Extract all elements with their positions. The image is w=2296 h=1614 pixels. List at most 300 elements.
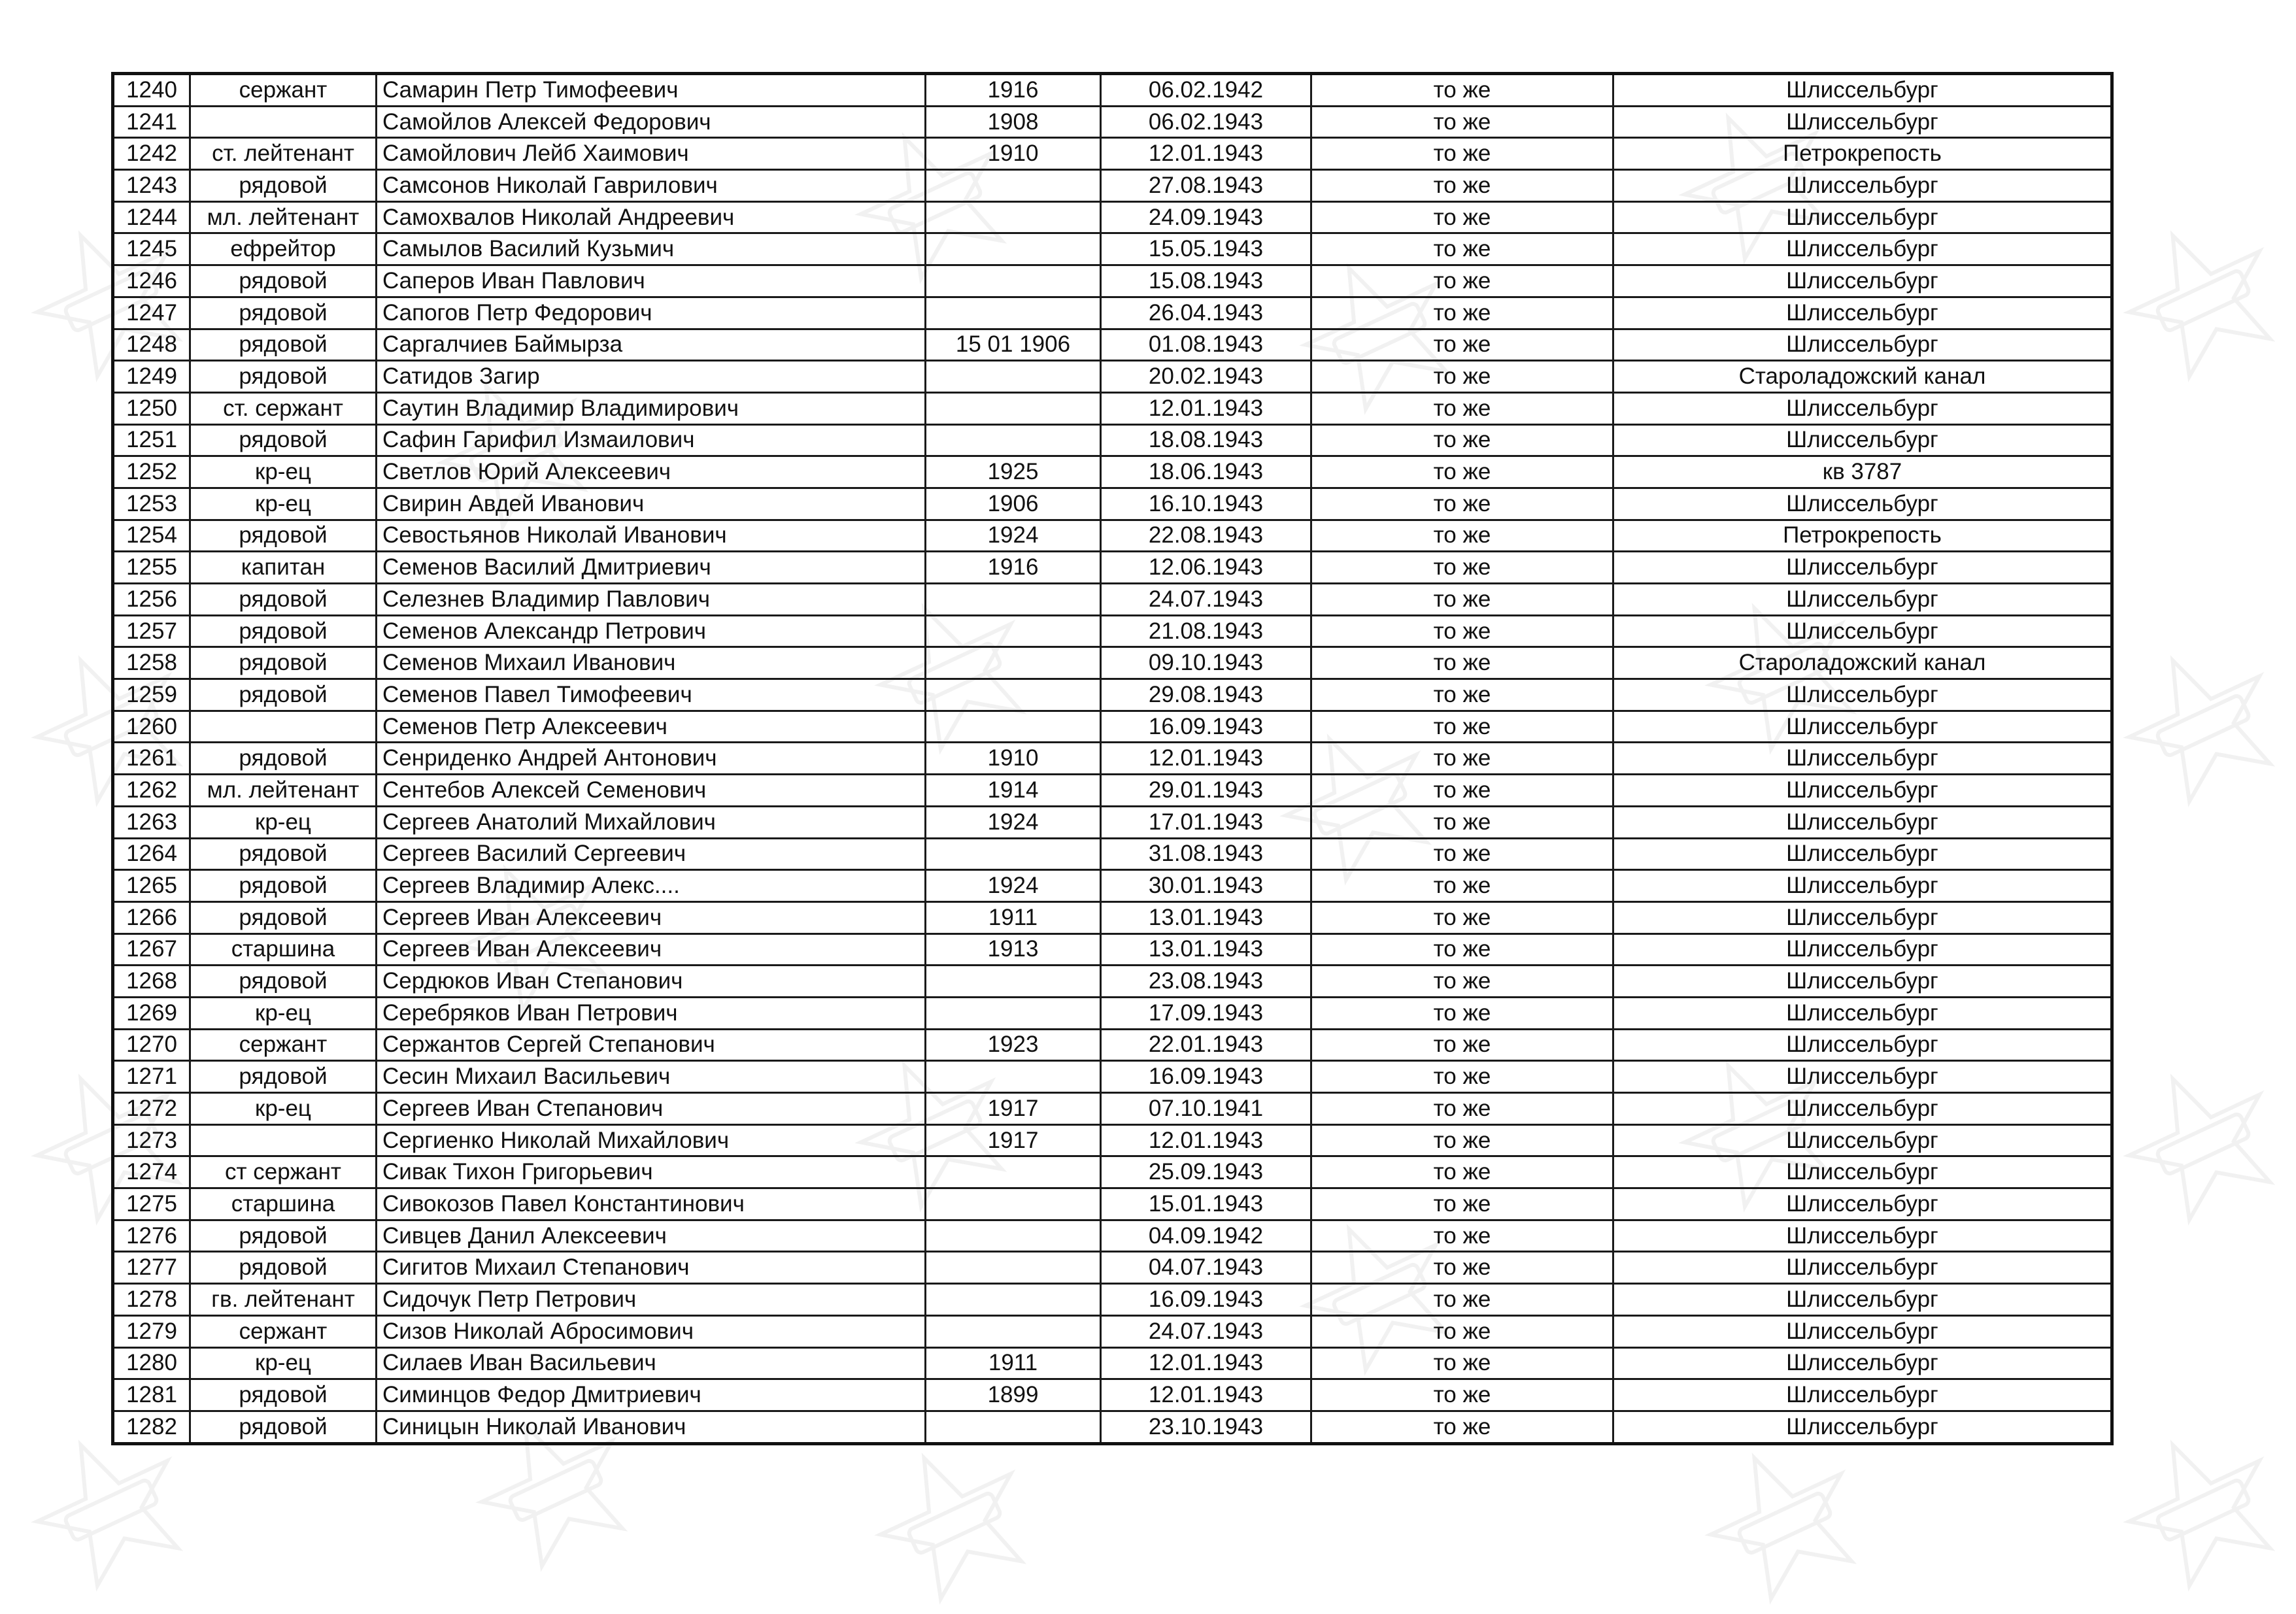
birth-year-cell (926, 1188, 1101, 1220)
place-of-death-cell: то же (1311, 806, 1613, 838)
faded-star-stamp-icon (26, 1425, 196, 1595)
record-number-cell: 1246 (113, 265, 190, 297)
birth-year-cell (926, 1252, 1101, 1284)
birth-year-cell (926, 615, 1101, 647)
record-number-cell: 1243 (113, 170, 190, 202)
full-name-cell: Самойлов Алексей Федорович (377, 106, 926, 138)
table-row (113, 233, 2112, 265)
full-name-cell: Синицын Николай Иванович (377, 1411, 926, 1443)
table-row (113, 520, 2112, 552)
military-rank-cell: кр-ец (190, 997, 377, 1029)
table-row (113, 106, 2112, 138)
place-of-death-cell: то же (1311, 966, 1613, 998)
record-number-cell: 1258 (113, 647, 190, 679)
table-row (113, 966, 2112, 998)
full-name-cell: Свирин Авдей Иванович (377, 488, 926, 520)
place-of-death-cell: то же (1311, 297, 1613, 329)
full-name-cell: Силаев Иван Васильевич (377, 1347, 926, 1379)
birth-year-cell (926, 170, 1101, 202)
death-date-cell: 23.08.1943 (1101, 966, 1311, 998)
record-number-cell: 1265 (113, 870, 190, 902)
military-rank-cell: рядовой (190, 615, 377, 647)
table-row (113, 552, 2112, 584)
full-name-cell: Сержантов Сергей Степанович (377, 1029, 926, 1061)
place-of-death-cell: то же (1311, 456, 1613, 488)
place-of-death-cell: то же (1311, 1061, 1613, 1093)
full-name-cell: Сизов Николай Абросимович (377, 1315, 926, 1347)
military-rank-cell: рядовой (190, 170, 377, 202)
table-row (113, 361, 2112, 393)
burial-place-cell: Шлиссельбург (1613, 424, 2112, 456)
record-number-cell: 1251 (113, 424, 190, 456)
death-date-cell: 09.10.1943 (1101, 647, 1311, 679)
military-rank-cell (190, 106, 377, 138)
table-row (113, 1220, 2112, 1252)
place-of-death-cell: то же (1311, 552, 1613, 584)
table-row (113, 997, 2112, 1029)
full-name-cell: Сергеев Анатолий Михайлович (377, 806, 926, 838)
birth-year-cell (926, 265, 1101, 297)
table-row (113, 743, 2112, 775)
full-name-cell: Сигитов Михаил Степанович (377, 1252, 926, 1284)
full-name-cell: Симинцов Федор Дмитриевич (377, 1379, 926, 1411)
death-date-cell: 20.02.1943 (1101, 361, 1311, 393)
death-date-cell: 16.09.1943 (1101, 1061, 1311, 1093)
record-number-cell: 1264 (113, 838, 190, 870)
birth-year-cell (926, 1156, 1101, 1188)
birth-year-cell: 1924 (926, 806, 1101, 838)
full-name-cell: Саутин Владимир Владимирович (377, 392, 926, 424)
birth-year-cell (926, 647, 1101, 679)
table-row (113, 1284, 2112, 1316)
table-row (113, 584, 2112, 616)
full-name-cell: Самойлович Лейб Хаимович (377, 138, 926, 170)
table-row (113, 74, 2112, 107)
record-number-cell: 1272 (113, 1093, 190, 1125)
death-date-cell: 29.08.1943 (1101, 679, 1311, 711)
death-date-cell: 06.02.1942 (1101, 74, 1311, 107)
death-date-cell: 04.07.1943 (1101, 1252, 1311, 1284)
birth-year-cell (926, 838, 1101, 870)
table-row (113, 1029, 2112, 1061)
full-name-cell: Самсонов Николай Гаврилович (377, 170, 926, 202)
military-rank-cell: рядовой (190, 1252, 377, 1284)
burial-place-cell: Шлиссельбург (1613, 74, 2112, 107)
death-date-cell: 22.08.1943 (1101, 520, 1311, 552)
burial-place-cell: Шлиссельбург (1613, 933, 2112, 966)
military-rank-cell: рядовой (190, 297, 377, 329)
military-rank-cell: рядовой (190, 584, 377, 616)
place-of-death-cell: то же (1311, 775, 1613, 807)
burial-place-cell: Шлиссельбург (1613, 1252, 2112, 1284)
record-number-cell: 1268 (113, 966, 190, 998)
record-number-cell: 1279 (113, 1315, 190, 1347)
military-rank-cell: рядовой (190, 679, 377, 711)
full-name-cell: Серебряков Иван Петрович (377, 997, 926, 1029)
table-row (113, 392, 2112, 424)
birth-year-cell: 1908 (926, 106, 1101, 138)
military-rank-cell: рядовой (190, 1379, 377, 1411)
burial-place-cell: Шлиссельбург (1613, 997, 2112, 1029)
birth-year-cell: 1906 (926, 488, 1101, 520)
faded-star-stamp-icon (869, 1438, 1039, 1608)
full-name-cell: Самарин Петр Тимофеевич (377, 74, 926, 107)
birth-year-cell (926, 711, 1101, 743)
death-date-cell: 13.01.1943 (1101, 901, 1311, 933)
record-number-cell: 1263 (113, 806, 190, 838)
death-date-cell: 23.10.1943 (1101, 1411, 1311, 1443)
table-row (113, 1188, 2112, 1220)
death-date-cell: 17.09.1943 (1101, 997, 1311, 1029)
record-number-cell: 1248 (113, 329, 190, 361)
military-rank-cell: рядовой (190, 966, 377, 998)
place-of-death-cell: то же (1311, 679, 1613, 711)
burial-registry-table (111, 72, 2114, 1445)
military-rank-cell: рядовой (190, 743, 377, 775)
death-date-cell: 27.08.1943 (1101, 170, 1311, 202)
table-row (113, 711, 2112, 743)
full-name-cell: Сивцев Данил Алексеевич (377, 1220, 926, 1252)
place-of-death-cell: то же (1311, 711, 1613, 743)
military-rank-cell: сержант (190, 1029, 377, 1061)
place-of-death-cell: то же (1311, 615, 1613, 647)
record-number-cell: 1261 (113, 743, 190, 775)
burial-place-cell: Шлиссельбург (1613, 1093, 2112, 1125)
burial-place-cell: Шлиссельбург (1613, 870, 2112, 902)
record-number-cell: 1245 (113, 233, 190, 265)
table-row (113, 775, 2112, 807)
table-row (113, 838, 2112, 870)
full-name-cell: Селезнев Владимир Павлович (377, 584, 926, 616)
military-rank-cell: ст. лейтенант (190, 138, 377, 170)
faded-star-stamp-icon (2118, 216, 2288, 386)
military-rank-cell: сержант (190, 1315, 377, 1347)
table-row (113, 170, 2112, 202)
birth-year-cell (926, 1284, 1101, 1316)
place-of-death-cell: то же (1311, 997, 1613, 1029)
faded-star-stamp-icon (2118, 1425, 2288, 1595)
place-of-death-cell: то же (1311, 520, 1613, 552)
registry-body (113, 74, 2112, 1444)
military-rank-cell (190, 1124, 377, 1156)
military-rank-cell: ефрейтор (190, 233, 377, 265)
table-row (113, 1252, 2112, 1284)
table-row (113, 1347, 2112, 1379)
birth-year-cell: 1911 (926, 1347, 1101, 1379)
birth-year-cell: 1924 (926, 870, 1101, 902)
death-date-cell: 26.04.1943 (1101, 297, 1311, 329)
place-of-death-cell: то же (1311, 170, 1613, 202)
record-number-cell: 1282 (113, 1411, 190, 1443)
table-row (113, 647, 2112, 679)
table-row (113, 1093, 2112, 1125)
military-rank-cell: кр-ец (190, 806, 377, 838)
record-number-cell: 1250 (113, 392, 190, 424)
death-date-cell: 06.02.1943 (1101, 106, 1311, 138)
burial-place-cell: Шлиссельбург (1613, 775, 2112, 807)
table-row (113, 488, 2112, 520)
burial-place-cell: Шлиссельбург (1613, 584, 2112, 616)
record-number-cell: 1249 (113, 361, 190, 393)
place-of-death-cell: то же (1311, 138, 1613, 170)
military-rank-cell: рядовой (190, 361, 377, 393)
burial-place-cell: Шлиссельбург (1613, 106, 2112, 138)
table-row (113, 933, 2112, 966)
record-number-cell: 1273 (113, 1124, 190, 1156)
military-rank-cell: рядовой (190, 1061, 377, 1093)
death-date-cell: 25.09.1943 (1101, 1156, 1311, 1188)
place-of-death-cell: то же (1311, 488, 1613, 520)
death-date-cell: 17.01.1943 (1101, 806, 1311, 838)
place-of-death-cell: то же (1311, 1284, 1613, 1316)
burial-place-cell: Шлиссельбург (1613, 201, 2112, 233)
death-date-cell: 18.08.1943 (1101, 424, 1311, 456)
birth-year-cell: 1916 (926, 74, 1101, 107)
record-number-cell: 1244 (113, 201, 190, 233)
place-of-death-cell: то же (1311, 933, 1613, 966)
military-rank-cell: гв. лейтенант (190, 1284, 377, 1316)
military-rank-cell: мл. лейтенант (190, 201, 377, 233)
full-name-cell: Сидочук Петр Петрович (377, 1284, 926, 1316)
table-row (113, 615, 2112, 647)
military-rank-cell: мл. лейтенант (190, 775, 377, 807)
burial-place-cell: Шлиссельбург (1613, 1029, 2112, 1061)
burial-place-cell: Староладожский канал (1613, 647, 2112, 679)
death-date-cell: 24.07.1943 (1101, 584, 1311, 616)
full-name-cell: Сенриденко Андрей Антонович (377, 743, 926, 775)
full-name-cell: Светлов Юрий Алексеевич (377, 456, 926, 488)
death-date-cell: 18.06.1943 (1101, 456, 1311, 488)
place-of-death-cell: то же (1311, 1124, 1613, 1156)
record-number-cell: 1240 (113, 74, 190, 107)
record-number-cell: 1269 (113, 997, 190, 1029)
death-date-cell: 16.10.1943 (1101, 488, 1311, 520)
record-number-cell: 1259 (113, 679, 190, 711)
full-name-cell: Сергеев Василий Сергеевич (377, 838, 926, 870)
table-row (113, 1061, 2112, 1093)
birth-year-cell: 1913 (926, 933, 1101, 966)
death-date-cell: 12.01.1943 (1101, 1124, 1311, 1156)
military-rank-cell: кр-ец (190, 456, 377, 488)
place-of-death-cell: то же (1311, 201, 1613, 233)
record-number-cell: 1280 (113, 1347, 190, 1379)
birth-year-cell (926, 1061, 1101, 1093)
record-number-cell: 1270 (113, 1029, 190, 1061)
full-name-cell: Сивокозов Павел Константинович (377, 1188, 926, 1220)
place-of-death-cell: то же (1311, 1347, 1613, 1379)
birth-year-cell (926, 679, 1101, 711)
place-of-death-cell: то же (1311, 1093, 1613, 1125)
table-row (113, 1156, 2112, 1188)
record-number-cell: 1255 (113, 552, 190, 584)
death-date-cell: 04.09.1942 (1101, 1220, 1311, 1252)
birth-year-cell: 1917 (926, 1093, 1101, 1125)
death-date-cell: 12.01.1943 (1101, 1347, 1311, 1379)
death-date-cell: 07.10.1941 (1101, 1093, 1311, 1125)
record-number-cell: 1260 (113, 711, 190, 743)
burial-place-cell: Шлиссельбург (1613, 1347, 2112, 1379)
birth-year-cell (926, 297, 1101, 329)
faded-star-stamp-icon (2118, 641, 2288, 811)
birth-year-cell: 1911 (926, 901, 1101, 933)
record-number-cell: 1256 (113, 584, 190, 616)
burial-place-cell: Шлиссельбург (1613, 806, 2112, 838)
full-name-cell: Семенов Павел Тимофеевич (377, 679, 926, 711)
burial-place-cell: Шлиссельбург (1613, 170, 2112, 202)
record-number-cell: 1276 (113, 1220, 190, 1252)
record-number-cell: 1277 (113, 1252, 190, 1284)
military-rank-cell: рядовой (190, 870, 377, 902)
faded-star-stamp-icon (1700, 1438, 1870, 1608)
table-row (113, 265, 2112, 297)
birth-year-cell: 1916 (926, 552, 1101, 584)
table-row (113, 138, 2112, 170)
place-of-death-cell: то же (1311, 901, 1613, 933)
death-date-cell: 16.09.1943 (1101, 1284, 1311, 1316)
record-number-cell: 1281 (113, 1379, 190, 1411)
table-row (113, 1411, 2112, 1443)
place-of-death-cell: то же (1311, 106, 1613, 138)
death-date-cell: 21.08.1943 (1101, 615, 1311, 647)
burial-place-cell: Староладожский канал (1613, 361, 2112, 393)
burial-place-cell: Шлиссельбург (1613, 743, 2112, 775)
military-rank-cell: рядовой (190, 901, 377, 933)
place-of-death-cell: то же (1311, 265, 1613, 297)
military-rank-cell: рядовой (190, 265, 377, 297)
birth-year-cell (926, 966, 1101, 998)
place-of-death-cell: то же (1311, 329, 1613, 361)
death-date-cell: 12.01.1943 (1101, 1379, 1311, 1411)
death-date-cell: 22.01.1943 (1101, 1029, 1311, 1061)
full-name-cell: Сатидов Загир (377, 361, 926, 393)
burial-place-cell: Шлиссельбург (1613, 1156, 2112, 1188)
military-rank-cell: кр-ец (190, 1347, 377, 1379)
death-date-cell: 30.01.1943 (1101, 870, 1311, 902)
burial-place-cell: Шлиссельбург (1613, 329, 2112, 361)
place-of-death-cell: то же (1311, 1411, 1613, 1443)
table-row (113, 201, 2112, 233)
full-name-cell: Саперов Иван Павлович (377, 265, 926, 297)
military-rank-cell: ст сержант (190, 1156, 377, 1188)
burial-place-cell: Шлиссельбург (1613, 1220, 2112, 1252)
military-rank-cell: рядовой (190, 1411, 377, 1443)
birth-year-cell: 1910 (926, 743, 1101, 775)
full-name-cell: Сафин Гарифил Измаилович (377, 424, 926, 456)
military-rank-cell: рядовой (190, 329, 377, 361)
burial-place-cell: Шлиссельбург (1613, 265, 2112, 297)
full-name-cell: Семенов Александр Петрович (377, 615, 926, 647)
death-date-cell: 15.01.1943 (1101, 1188, 1311, 1220)
birth-year-cell (926, 392, 1101, 424)
birth-year-cell: 1910 (926, 138, 1101, 170)
burial-place-cell: Шлиссельбург (1613, 1315, 2112, 1347)
burial-place-cell: Шлиссельбург (1613, 488, 2112, 520)
burial-place-cell: Петрокрепость (1613, 138, 2112, 170)
place-of-death-cell: то же (1311, 1220, 1613, 1252)
birth-year-cell: 15 01 1906 (926, 329, 1101, 361)
birth-year-cell: 1923 (926, 1029, 1101, 1061)
record-number-cell: 1262 (113, 775, 190, 807)
record-number-cell: 1253 (113, 488, 190, 520)
place-of-death-cell: то же (1311, 1315, 1613, 1347)
military-rank-cell: рядовой (190, 1220, 377, 1252)
full-name-cell: Семенов Василий Дмитриевич (377, 552, 926, 584)
military-rank-cell (190, 711, 377, 743)
record-number-cell: 1266 (113, 901, 190, 933)
military-rank-cell: старшина (190, 933, 377, 966)
burial-place-cell: Шлиссельбург (1613, 1124, 2112, 1156)
full-name-cell: Самылов Василий Кузьмич (377, 233, 926, 265)
military-rank-cell: рядовой (190, 838, 377, 870)
full-name-cell: Сапогов Петр Федорович (377, 297, 926, 329)
birth-year-cell: 1925 (926, 456, 1101, 488)
birth-year-cell (926, 1411, 1101, 1443)
birth-year-cell: 1924 (926, 520, 1101, 552)
full-name-cell: Севостьянов Николай Иванович (377, 520, 926, 552)
full-name-cell: Сесин Михаил Васильевич (377, 1061, 926, 1093)
birth-year-cell: 1917 (926, 1124, 1101, 1156)
burial-place-cell: Шлиссельбург (1613, 711, 2112, 743)
place-of-death-cell: то же (1311, 1252, 1613, 1284)
burial-place-cell: Шлиссельбург (1613, 1061, 2112, 1093)
military-rank-cell: ст. сержант (190, 392, 377, 424)
full-name-cell: Сердюков Иван Степанович (377, 966, 926, 998)
death-date-cell: 24.09.1943 (1101, 201, 1311, 233)
death-date-cell: 12.01.1943 (1101, 743, 1311, 775)
death-date-cell: 15.05.1943 (1101, 233, 1311, 265)
place-of-death-cell: то же (1311, 584, 1613, 616)
place-of-death-cell: то же (1311, 74, 1613, 107)
table-row (113, 456, 2112, 488)
place-of-death-cell: то же (1311, 870, 1613, 902)
record-number-cell: 1252 (113, 456, 190, 488)
record-number-cell: 1242 (113, 138, 190, 170)
military-rank-cell: кр-ец (190, 1093, 377, 1125)
table-row (113, 424, 2112, 456)
death-date-cell: 15.08.1943 (1101, 265, 1311, 297)
death-date-cell: 16.09.1943 (1101, 711, 1311, 743)
burial-place-cell: Шлиссельбург (1613, 615, 2112, 647)
full-name-cell: Сергиенко Николай Михайлович (377, 1124, 926, 1156)
record-number-cell: 1278 (113, 1284, 190, 1316)
place-of-death-cell: то же (1311, 233, 1613, 265)
full-name-cell: Саргалчиев Баймырза (377, 329, 926, 361)
death-date-cell: 12.01.1943 (1101, 392, 1311, 424)
military-rank-cell: рядовой (190, 424, 377, 456)
burial-place-cell: Шлиссельбург (1613, 1284, 2112, 1316)
place-of-death-cell: то же (1311, 1029, 1613, 1061)
record-number-cell: 1254 (113, 520, 190, 552)
birth-year-cell (926, 201, 1101, 233)
table-row (113, 1315, 2112, 1347)
record-number-cell: 1257 (113, 615, 190, 647)
burial-place-cell: Шлиссельбург (1613, 392, 2112, 424)
death-date-cell: 31.08.1943 (1101, 838, 1311, 870)
military-rank-cell: рядовой (190, 647, 377, 679)
full-name-cell: Сентебов Алексей Семенович (377, 775, 926, 807)
full-name-cell: Сивак Тихон Григорьевич (377, 1156, 926, 1188)
table-row (113, 1379, 2112, 1411)
burial-place-cell: Шлиссельбург (1613, 297, 2112, 329)
death-date-cell: 24.07.1943 (1101, 1315, 1311, 1347)
full-name-cell: Семенов Михаил Иванович (377, 647, 926, 679)
place-of-death-cell: то же (1311, 1379, 1613, 1411)
burial-place-cell: Шлиссельбург (1613, 679, 2112, 711)
military-rank-cell: кр-ец (190, 488, 377, 520)
burial-place-cell: Шлиссельбург (1613, 1379, 2112, 1411)
burial-place-cell: Шлиссельбург (1613, 838, 2112, 870)
record-number-cell: 1274 (113, 1156, 190, 1188)
